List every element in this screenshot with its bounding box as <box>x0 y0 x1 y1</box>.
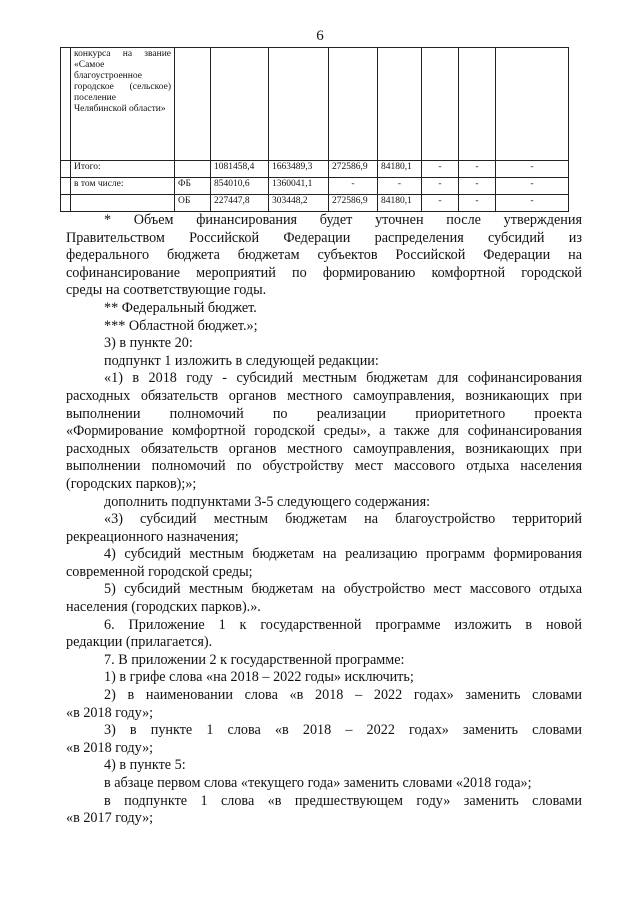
table-row: ОБ 227447,8 303448,2 272586,9 84180,1 - - - <box>61 195 569 212</box>
row-name <box>71 195 175 212</box>
paragraph: 7. В приложении 2 к государственной программе: <box>104 651 405 668</box>
paragraph: в абзаце первом слова «текущего года» заменить словами «2018 года»; <box>104 775 532 791</box>
paragraph: 3) в пункте 1 слова «в 2018 – 2022 годах» заменить словами <box>104 722 582 739</box>
footnote-1: * Объем финансирования будет уточнен после утверждения <box>104 212 582 228</box>
paragraph: 1) в грифе слова «на 2018 – 2022 годы» исключить; <box>104 669 414 686</box>
footnote-2: ** Федеральный бюджет. <box>104 299 257 316</box>
paragraph: 2) в наименовании слова «в 2018 – 2022 годах» заменить словами <box>104 687 582 704</box>
paragraph: подпункт 1 изложить в следующей редакции: <box>104 352 379 369</box>
page-number: 6 <box>316 28 324 44</box>
paragraph: 6. Приложение 1 к государственной программе изложить в новой <box>104 616 582 633</box>
paragraph: дополнить подпунктами 3-5 следующего содержания: <box>104 493 431 510</box>
row-name: Итого: <box>71 161 175 178</box>
paragraph: 3) в пункте 20: <box>104 335 193 352</box>
paragraph: в подпункте 1 слова «в предшествующем году» заменить словами <box>104 792 582 809</box>
row-name: конкурса на звание «Самое благоустроенное городское (сельское) поселение Челябинской области» <box>71 48 175 161</box>
row-name: в том числе: <box>71 178 175 195</box>
table-row <box>61 48 569 161</box>
quote: 5) субсидий местным бюджетам на обустройство мест массового отдыха <box>104 581 582 598</box>
quote: 4) субсидий местным бюджетам на реализацию программ формирования <box>104 546 582 563</box>
quote: «1) в 2018 году - субсидий местным бюджетам для софинансирования <box>104 370 582 387</box>
document-body: * Объем финансирования будет уточнен после утверждения Правительством Российской Федерации распределения субсидий из федерального бюджета бюджетам субъектов Российской Федерации на софинансирование мероприятий по формированию комфортной городской среды на соответствующие годы. ** Федеральный бюджет. *** Областной бюджет.»; 3) в пункте 20: подпункт 1 изложить в следующей редакции: «1) в 2018 году - субсидий местным бюджетам для софинансирования расходных обязательств органов местного самоуправления, возникающих при выполнении полномочий по реализации приоритетного проекта «Формирование комфортной городской среды», а также для софинансирования расходных обязательств органов местного самоуправления, возникающих при выполнении полномочий по обустройству мест массового отдыха населения (городских парков);»; дополнить подпунктами 3-5 следующего содержания: «3) субсидий местным бюджетам на благоустройство территорий рекреационного назначения; 4) субсидий местным бюджетам на реализацию программ формирования современной городской среды; 5) субсидий местным бюджетам на обустройство мест массового отдыха населения (городских парков).». 6. Приложение 1 к государственной программе изложить в новой редакции (прилагается). 7. В приложении 2 к государственной программе: 1) в грифе слова «на 2018 – 2022 годы» исключить; 2) в наименовании слова «в 2018 – 2022 годах» заменить словами «в 2018 году»; 3) в пункте 1 слова «в 2018 – 2022 годах» заменить словами «в 2018 году»; 4) в пункте 5: в абзаце первом слова «текущего года» заменить словами «2018 года»; в подпункте 1 слова «в предшествующем году» заменить словами «в 2017 году»; <box>66 212 582 827</box>
financing-table <box>60 47 569 212</box>
table-row: в том числе: ФБ 854010,6 1360041,1 - - - - - <box>61 178 569 195</box>
footnote-3: *** Областной бюджет.»; <box>104 317 258 334</box>
paragraph: 4) в пункте 5: <box>104 757 186 774</box>
table-row: Итого: 1081458,4 1663489,3 272586,9 84180,1 - - - <box>61 161 569 178</box>
quote: «3) субсидий местным бюджетам на благоустройство территорий <box>104 511 582 528</box>
